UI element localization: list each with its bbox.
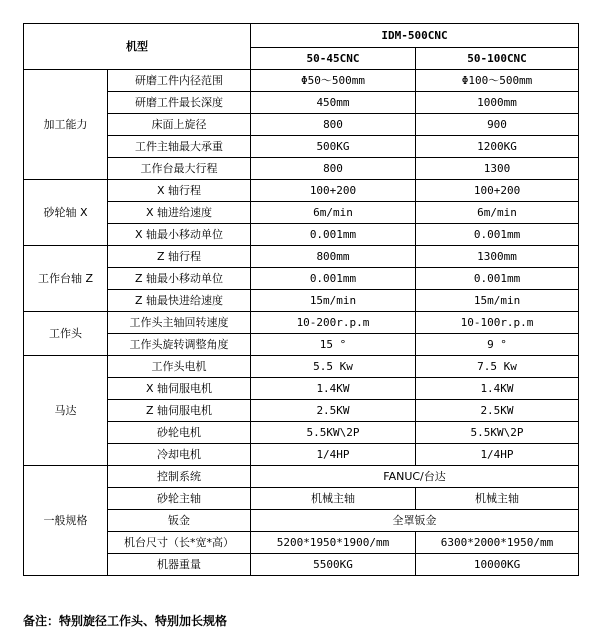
item-cell: X 轴行程 [108, 180, 251, 202]
value-cell-b: 9 ° [416, 334, 579, 356]
spec-row [24, 246, 579, 268]
item-cell: X 轴最小移动单位 [108, 224, 251, 246]
value-cell-b: 1000mm [416, 92, 579, 114]
value-cell-b: 1/4HP [416, 444, 579, 466]
value-cell-b: 15m/min [416, 290, 579, 312]
value-cell-a: 2.5KW [251, 400, 416, 422]
value-cell-b: 10000KG [416, 554, 579, 576]
value-cell-a: 5500KG [251, 554, 416, 576]
category-cell: 一般规格 [24, 466, 108, 576]
item-cell: Z 轴行程 [108, 246, 251, 268]
value-cell-a: 500KG [251, 136, 416, 158]
value-cell-a: 1/4HP [251, 444, 416, 466]
value-cell-a: 6m/min [251, 202, 416, 224]
item-cell: 冷却电机 [108, 444, 251, 466]
spec-row [24, 312, 579, 334]
category-cell: 工作头 [24, 312, 108, 356]
item-cell: 砂轮主轴 [108, 488, 251, 510]
spec-row [24, 158, 579, 180]
model-a-header: 50-45CNC [251, 48, 416, 70]
value-cell-b: 0.001mm [416, 224, 579, 246]
spec-row [24, 510, 579, 532]
spec-row [24, 136, 579, 158]
value-cell-a: 800 [251, 158, 416, 180]
value-cell-b: 7.5 Kw [416, 356, 579, 378]
value-cell-b: 1300mm [416, 246, 579, 268]
value-cell-a: 5.5 Kw [251, 356, 416, 378]
item-cell: 砂轮电机 [108, 422, 251, 444]
value-cell-a: 0.001mm [251, 224, 416, 246]
item-cell: 机台尺寸（长*宽*高） [108, 532, 251, 554]
value-cell-b: 6m/min [416, 202, 579, 224]
series-header: IDM-500CNC [251, 24, 579, 48]
item-cell: X 轴进给速度 [108, 202, 251, 224]
value-cell-a: 100+200 [251, 180, 416, 202]
spec-row [24, 356, 579, 378]
item-cell: 工作台最大行程 [108, 158, 251, 180]
spec-row [24, 202, 579, 224]
value-cell-b: 1.4KW [416, 378, 579, 400]
item-cell: 床面上旋径 [108, 114, 251, 136]
category-cell: 加工能力 [24, 70, 108, 180]
spec-row [24, 92, 579, 114]
value-cell-b: 10-100r.p.m [416, 312, 579, 334]
value-cell-b: 2.5KW [416, 400, 579, 422]
item-cell: Z 轴最快进给速度 [108, 290, 251, 312]
item-cell: 研磨工件内径范围 [108, 70, 251, 92]
spec-row [24, 268, 579, 290]
spec-row [24, 224, 579, 246]
spec-row [24, 554, 579, 576]
spec-row [24, 70, 579, 92]
category-cell: 砂轮轴 X [24, 180, 108, 246]
value-cell-b: 1200KG [416, 136, 579, 158]
item-cell: 工作头旋转调整角度 [108, 334, 251, 356]
spec-table [23, 23, 579, 576]
value-cell-b: 900 [416, 114, 579, 136]
merged-value-cell: FANUC/台达 [251, 466, 579, 488]
value-cell-a: 450mm [251, 92, 416, 114]
item-cell: X 轴伺服电机 [108, 378, 251, 400]
item-cell: 钣金 [108, 510, 251, 532]
value-cell-a: Φ50～500mm [251, 70, 416, 92]
value-cell-a: 800 [251, 114, 416, 136]
item-cell: 工作头主轴回转速度 [108, 312, 251, 334]
value-cell-a: 1.4KW [251, 378, 416, 400]
item-cell: Z 轴最小移动单位 [108, 268, 251, 290]
footnote: 备注：特别旋径工作头、特别加长规格 [23, 614, 228, 628]
value-cell-b: 5.5KW\2P [416, 422, 579, 444]
merged-value-cell: 全罩钣金 [251, 510, 579, 532]
item-cell: 工件主轴最大承重 [108, 136, 251, 158]
spec-row [24, 114, 579, 136]
value-cell-a: 800mm [251, 246, 416, 268]
spec-row [24, 422, 579, 444]
item-cell: 工作头电机 [108, 356, 251, 378]
value-cell-a: 机械主轴 [251, 488, 416, 510]
spec-row [24, 180, 579, 202]
item-cell: 研磨工件最长深度 [108, 92, 251, 114]
value-cell-b: Φ100～500mm [416, 70, 579, 92]
item-cell: 机器重量 [108, 554, 251, 576]
value-cell-a: 5.5KW\2P [251, 422, 416, 444]
spec-row [24, 532, 579, 554]
value-cell-a: 5200*1950*1900/mm [251, 532, 416, 554]
value-cell-a: 15m/min [251, 290, 416, 312]
category-cell: 工作台轴 Z [24, 246, 108, 312]
value-cell-b: 1300 [416, 158, 579, 180]
value-cell-b: 100+200 [416, 180, 579, 202]
model-header: 机型 [24, 24, 251, 70]
value-cell-a: 10-200r.p.m [251, 312, 416, 334]
value-cell-b: 机械主轴 [416, 488, 579, 510]
spec-row [24, 444, 579, 466]
spec-row [24, 466, 579, 488]
spec-row [24, 378, 579, 400]
spec-row [24, 400, 579, 422]
spec-row [24, 488, 579, 510]
category-cell: 马达 [24, 356, 108, 466]
item-cell: Z 轴伺服电机 [108, 400, 251, 422]
value-cell-b: 6300*2000*1950/mm [416, 532, 579, 554]
value-cell-a: 15 ° [251, 334, 416, 356]
value-cell-a: 0.001mm [251, 268, 416, 290]
item-cell: 控制系统 [108, 466, 251, 488]
value-cell-b: 0.001mm [416, 268, 579, 290]
spec-row [24, 290, 579, 312]
spec-row [24, 334, 579, 356]
model-b-header: 50-100CNC [416, 48, 579, 70]
